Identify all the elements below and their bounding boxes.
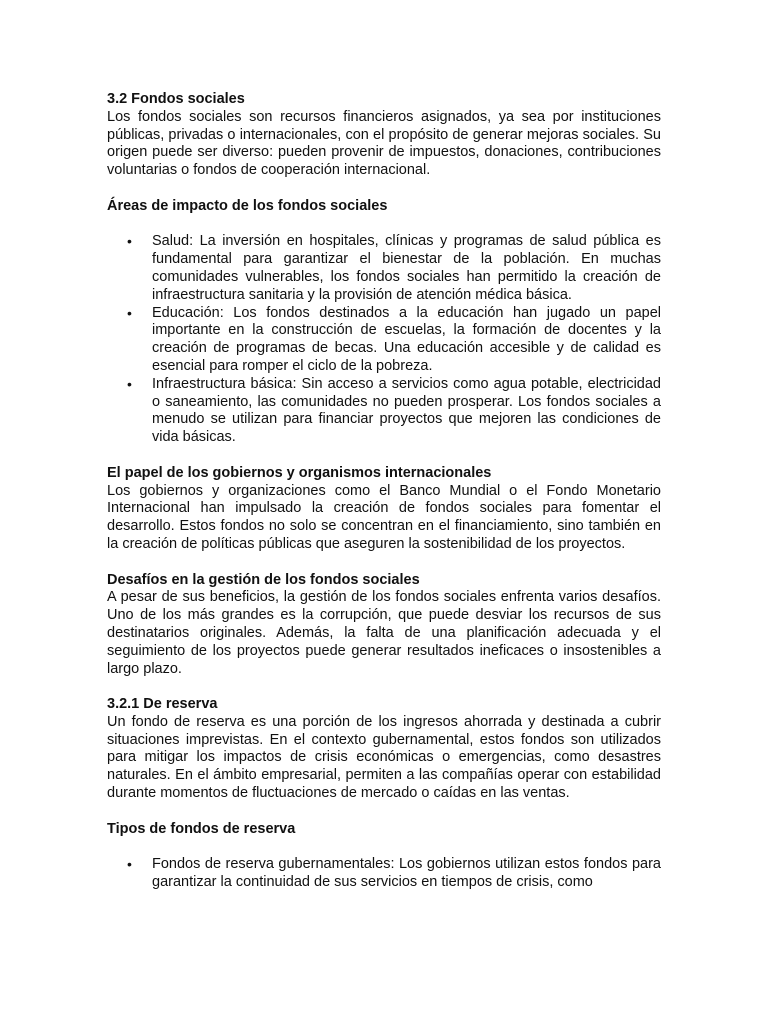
desafios-heading: Desafíos en la gestión de los fondos sociales (107, 571, 420, 588)
section-heading-3-2: 3.2 Fondos sociales (107, 91, 245, 107)
bullet-icon: • (127, 233, 132, 250)
areas-heading: Áreas de impacto de los fondos sociales (107, 197, 388, 214)
list-item (107, 856, 661, 892)
list-item-text: Infraestructura básica: Sin acceso a servicios como agua potable, electricidad o saneamiento, las comunidades no pueden prosperar. Los fondos sociales a menudo se utilizan para financiar proyectos que mejoren las condiciones de vida básicas. (152, 375, 661, 446)
spacer (107, 803, 661, 821)
spacer (107, 216, 661, 234)
list-item-text: Salud: La inversión en hospitales, clínicas y programas de salud pública es fundamental para garantizar el bienestar de la población. En muchas comunidades vulnerables, los fondos sociales han permitido la creación de infraestructura sanitaria y la provisión de atención médica básica. (152, 233, 661, 303)
spacer (107, 678, 661, 696)
list-item-text: Fondos de reserva gubernamentales: Los gobiernos utilizan estos fondos para garantizar la continuidad de sus servicios en tiempos de crisis, como (152, 856, 661, 891)
bullet-icon: • (127, 304, 132, 321)
spacer (107, 838, 661, 856)
spacer (107, 180, 661, 198)
section-intro-paragraph: Los fondos sociales son recursos financieros asignados, ya sea por instituciones públicas, privadas o internacionales, con el propósito de generar mejoras sociales. Su origen puede ser diverso: pueden provenir de impuestos, donaciones, contribuciones voluntarias o fondos de cooperación internacional. (107, 108, 661, 179)
tipos-list (107, 856, 661, 892)
bullet-icon: • (127, 856, 132, 873)
list-item (107, 376, 661, 447)
areas-list (107, 233, 661, 447)
bullet-icon: • (127, 375, 132, 392)
spacer (107, 447, 661, 465)
reserva-paragraph: Un fondo de reserva es una porción de los ingresos ahorrada y destinada a cubrir situaciones imprevistas. En el contexto gubernamental, estos fondos son utilizados para mitigar los impactos de crisis económicas o emergencias, como desastres naturales. En el ámbito empresarial, permiten a las compañías operar con estabilidad durante momentos de fluctuaciones de mercado o caídas en las ventas. (107, 713, 661, 802)
spacer (107, 554, 661, 572)
list-item (107, 305, 661, 376)
tipos-heading: Tipos de fondos de reserva (107, 820, 296, 837)
gobiernos-paragraph: Los gobiernos y organizaciones como el Banco Mundial o el Fondo Monetario Internacional han impulsado la creación de fondos sociales para fomentar el desarrollo. Estos fondos no solo se concentran en el financiamiento, sino también en la creación de políticas públicas que aseguren la sostenibilidad de los proyectos. (107, 482, 661, 552)
gobiernos-heading: El papel de los gobiernos y organismos internacionales (107, 464, 492, 481)
section-heading-3-2-1: 3.2.1 De reserva (107, 696, 218, 713)
document-page (107, 91, 661, 892)
desafios-paragraph: A pesar de sus beneficios, la gestión de los fondos sociales enfrenta varios desafíos. Uno de los más grandes es la corrupción, que puede desviar los recursos de sus destinatarios originales. Además, la falta de una planificación adecuada y el seguimiento de los proyectos puede generar resultados ineficaces o insostenibles a largo plazo. (107, 589, 661, 677)
list-item-text: Educación: Los fondos destinados a la educación han jugado un papel importante en la construcción de escuelas, la formación de docentes y la creación de programas de becas. Una educación accesible y de calidad es esencial para romper el ciclo de la pobreza. (152, 304, 661, 374)
list-item (107, 233, 661, 304)
